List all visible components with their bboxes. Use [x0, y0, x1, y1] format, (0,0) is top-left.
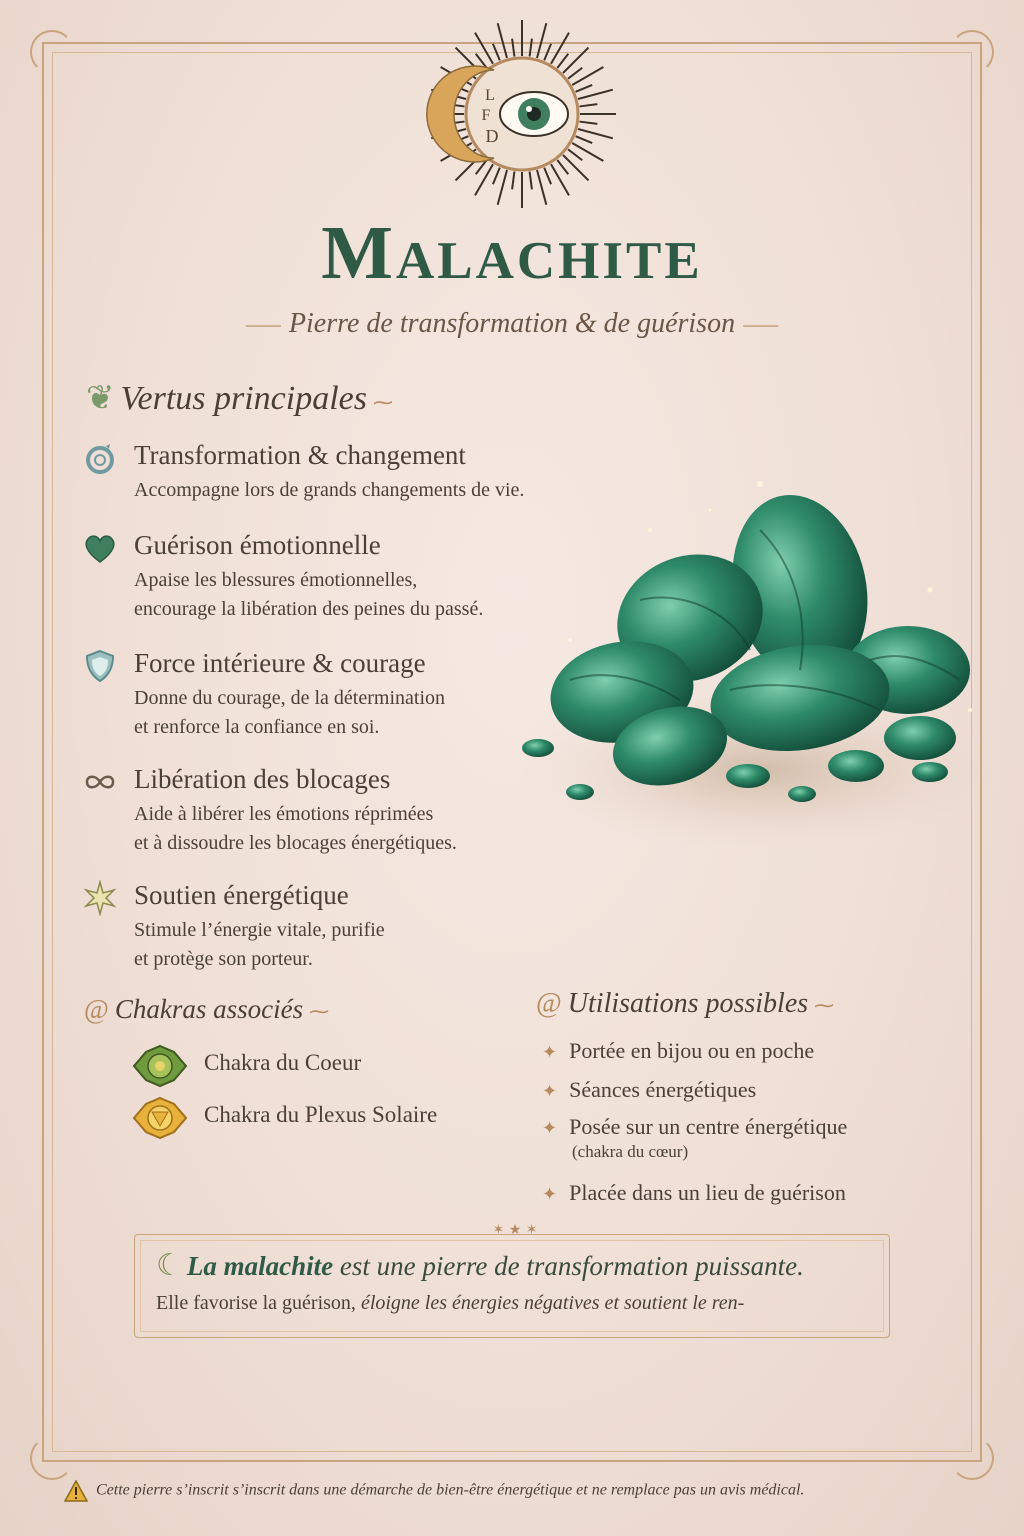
virtue-line: et protège son porteur. [134, 948, 313, 970]
virtue-title: Guérison émotionnelle [134, 530, 381, 560]
quote-emphasis: La malachite [186, 1251, 334, 1281]
flourish-icon: ⁓ [814, 995, 835, 1017]
use-label: Posée sur un centre énergétique [569, 1114, 848, 1139]
starburst-icon [82, 880, 118, 916]
sun-ray [557, 160, 568, 174]
virtues-heading [86, 378, 393, 418]
subtitle [0, 304, 1024, 345]
virtue-line: Accompagne lors de grands changements de vie. [134, 479, 525, 501]
quote-sub-plain: Elle favorise la guérison, [156, 1292, 361, 1314]
shield-icon [82, 648, 118, 684]
virtues-heading-text: Vertus principales [120, 380, 367, 417]
use-note: (chakra du cœur) [572, 1142, 689, 1161]
sun-ray [512, 39, 514, 57]
corner-flourish-icon [30, 1436, 74, 1480]
flourish-icon: ⁓ [309, 1001, 330, 1023]
sun-ray [563, 155, 588, 180]
virtue-line: et renforce la confiance en soi. [134, 716, 380, 738]
heart-icon [82, 530, 118, 566]
sun-ray [576, 85, 593, 92]
flourish-icon: ⁓ [372, 392, 393, 414]
spiral-icon: @ [536, 988, 562, 1019]
sun-ray [493, 44, 500, 61]
use-item [542, 1180, 962, 1206]
quote-main-rest: est une pierre de transformation puissante. [333, 1251, 804, 1281]
chakra-item [130, 1044, 510, 1088]
warning-icon [64, 1480, 88, 1502]
sun-ray [580, 104, 598, 106]
sun-ray [512, 172, 514, 190]
sun-ray [498, 23, 507, 58]
sparkle-icon: ✦ [542, 1118, 558, 1138]
corner-flourish-icon [950, 30, 994, 74]
sun-ray [568, 68, 582, 79]
malachite-stones-illustration [510, 470, 990, 850]
disclaimer-text: Cette pierre s’inscrit s’inscrit dans une démarche de bien-être énergétique et ne remplace pas un avis médical. [96, 1481, 805, 1499]
ouroboros-icon [82, 440, 118, 476]
chakras-heading [84, 994, 329, 1025]
logo-letter: F [481, 107, 491, 124]
sun-ray [493, 168, 500, 185]
quote-main [156, 1248, 886, 1283]
chakra-item [130, 1096, 510, 1140]
virtue-line: et à dissoudre les blocages énergétiques. [134, 832, 457, 854]
sun-eye-moon-logo [422, 18, 622, 210]
crescent-moon-icon: ☾ [156, 1249, 183, 1282]
sun-ray [551, 33, 569, 64]
virtue-line: encourage la libération des peines du passé. [134, 598, 484, 620]
virtue-title: Force intérieure & courage [134, 648, 426, 678]
virtue-line: Stimule l’énergie vitale, purifie [134, 919, 385, 941]
sun-ray [576, 136, 593, 143]
virtue-line: Aide à libérer les émotions réprimées [134, 803, 434, 825]
solar-plexus-chakra-icon [130, 1096, 190, 1140]
flourish-right-icon: ⸺ [742, 312, 780, 337]
sun-ray [537, 170, 546, 205]
sun-ray [578, 90, 613, 99]
virtue-line: Apaise les blessures émotionnelles, [134, 569, 418, 591]
sun-ray [557, 54, 568, 68]
sun-ray [572, 67, 603, 85]
virtue-title: Libération des blocages [134, 764, 391, 794]
logo-letter: L [485, 87, 495, 104]
sparkle-icon: ✦ [542, 1042, 558, 1062]
disclaimer [64, 1480, 984, 1502]
chakras-heading-text: Chakras associés [114, 994, 304, 1024]
virtue-line: Donne du courage, de la détermination [134, 687, 445, 709]
use-item [542, 1077, 962, 1103]
quote-sub-italic: éloigne les énergies négatives et soutient le ren- [360, 1292, 745, 1314]
corner-flourish-icon [950, 1436, 994, 1480]
sun-ray [530, 172, 532, 190]
sun-ray [498, 170, 507, 205]
quote-sub [156, 1292, 886, 1315]
use-label: Portée en bijou ou en poche [569, 1038, 815, 1063]
infinity-icon [82, 764, 118, 800]
chakra-label: Chakra du Plexus Solaire [204, 1102, 438, 1127]
uses-heading [536, 988, 834, 1020]
chakra-label: Chakra du Coeur [204, 1050, 362, 1075]
sun-ray [544, 168, 551, 185]
use-item [542, 1038, 962, 1064]
spiral-icon: @ [84, 994, 109, 1024]
sun-ray [551, 164, 569, 195]
sun-ray [580, 122, 598, 124]
heart-chakra-icon [130, 1044, 190, 1088]
logo-letter: D [485, 126, 499, 146]
sun-ray [475, 33, 493, 64]
sun-ray [578, 129, 613, 138]
subtitle-text: Pierre de transformation & de guérison [288, 308, 736, 339]
sun-ray [530, 39, 532, 57]
sun-ray [475, 164, 493, 195]
sun-ray [572, 143, 603, 161]
sun-ray [537, 23, 546, 58]
sun-ray [563, 48, 588, 73]
sparkle-icon: ✦ [542, 1081, 558, 1101]
page-title: Malachite [321, 211, 703, 295]
leaf-sprig-icon: ❦ [86, 380, 115, 417]
sparkle-icon: ✦ [542, 1184, 558, 1204]
use-label: Séances énergétiques [569, 1077, 757, 1102]
virtue-title: Soutien énergétique [134, 880, 349, 910]
flourish-left-icon: ⸺ [244, 312, 282, 337]
use-item [542, 1114, 962, 1162]
virtue-description [134, 916, 604, 974]
uses-heading-text: Utilisations possibles [567, 988, 809, 1019]
use-label: Placée dans un lieu de guérison [569, 1180, 846, 1205]
virtue-title: Transformation & changement [134, 440, 466, 470]
stars-ornament-icon: ✶ ★ ✶ [492, 1222, 538, 1238]
sun-ray [568, 149, 582, 160]
corner-flourish-icon [30, 30, 74, 74]
sun-ray [544, 44, 551, 61]
